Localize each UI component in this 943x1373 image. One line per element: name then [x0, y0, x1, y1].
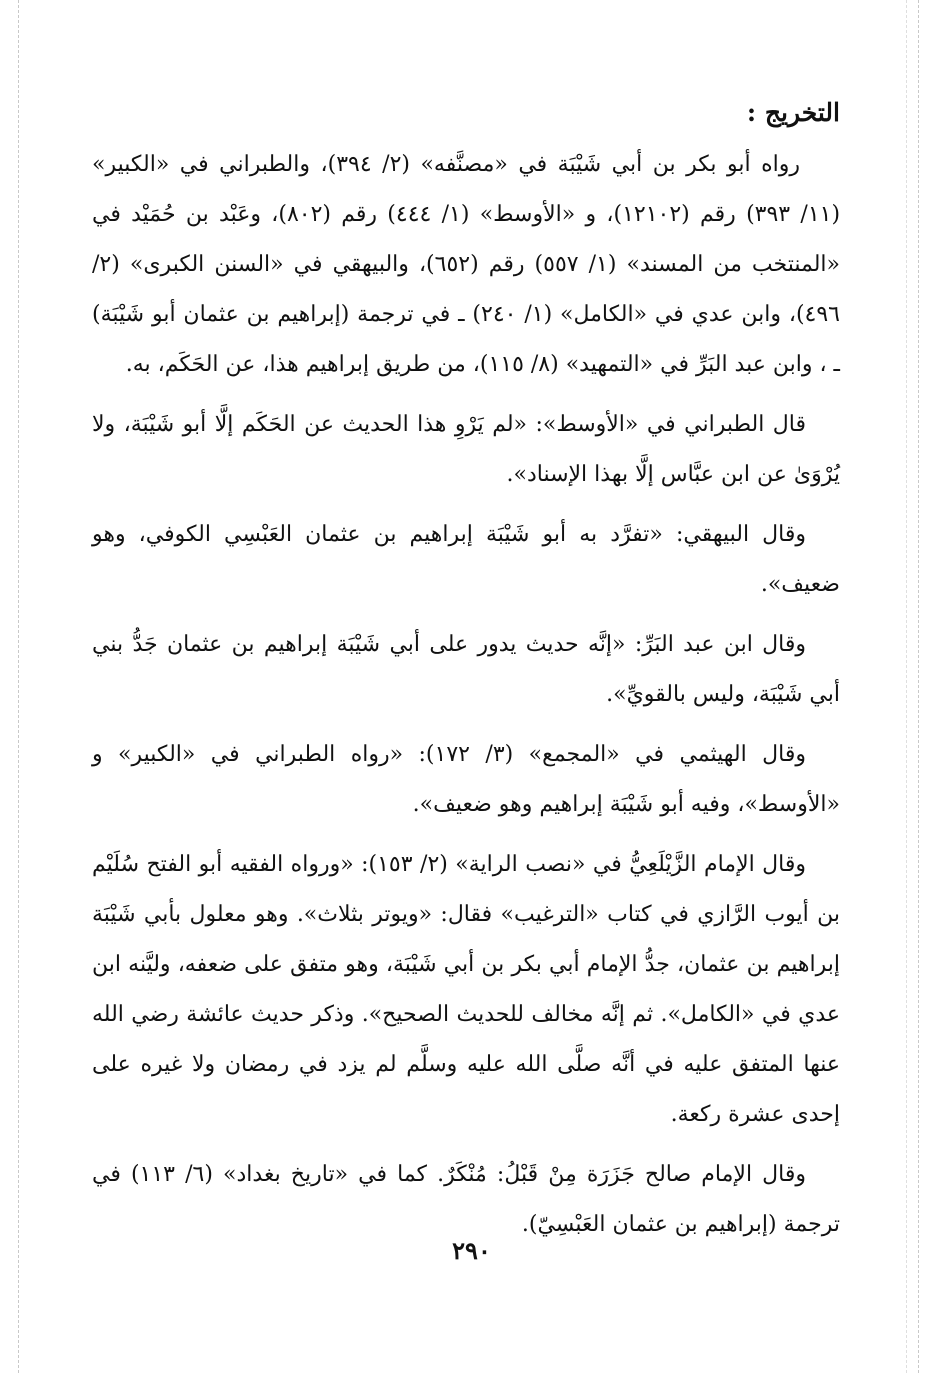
paragraph-bayhaqi: وقال البيهقي: «تفرَّد به أبو شَيْبَة إبراهيم بن عثمان العَبْسِي الكوفي، وهو ضعيف». — [92, 522, 840, 597]
paragraph-salih-jazara: وقال الإمام صالح جَزَرَة مِنْ قَبْلُ: مُنْكَرٌ. كما في «تاريخ بغداد» (٦/ ١١٣) في ترجمة (إبراهيم بن عثمان العَبْسِيّ). — [92, 1162, 840, 1237]
paragraph-tabarani: قال الطبراني في «الأوسط»: «لم يَرْوِ هذا الحديث عن الحَكَم إلَّا أبو شَيْبَة، ولا يُرْوَىٰ عن ابن عبَّاس إلَّا بهذا الإسناد». — [92, 412, 840, 487]
page-content — [92, 88, 840, 1260]
scan-edge-right — [918, 0, 919, 1373]
paragraph-haythami: وقال الهيثمي في «المجمع» (٣/ ١٧٢): «رواه الطبراني في «الكبير» و «الأوسط»، وفيه أبو شَيْبَة إبراهيم وهو ضعيف». — [92, 742, 840, 817]
paragraph-ibn-abd-al-barr: وقال ابن عبد البَرِّ: «إنَّه حديث يدور على أبي شَيْبَة إبراهيم بن عثمان جَدُّ بني أبي شَيْبَة، وليس بالقويِّ». — [92, 632, 840, 707]
page-number: ٢٩٠ — [452, 1236, 491, 1265]
paragraph-takhrij: رواه أبو بكر بن أبي شَيْبَة في «مصنَّفه» (٢/ ٣٩٤)، والطبراني في «الكبير» (١١/ ٣٩٣) رقم (١٢١٠٢)، و «الأوسط» (١/ ٤٤٤) رقم (٨٠٢)، وعَبْد بن حُمَيْد في «المنتخب من المسند» (١/ ٥٥٧) رقم (٦٥٢)، والبيهقي في «السنن الكبرى» (٢/ ٤٩٦)، وابن عدي في «الكامل» (١/ ٢٤٠) ـ في ترجمة (إبراهيم بن عثمان أبو شَيْبَة) ـ ، وابن عبد البَرِّ في «التمهيد» (٨/ ١١٥)، من طريق إبراهيم هذا، عن الحَكَم، به. — [92, 152, 841, 377]
paragraph-zaylai: وقال الإمام الزَّيْلَعِيُّ في «نصب الراية» (٢/ ١٥٣): «ورواه الفقيه أبو الفتح سُلَيْم بن أيوب الرَّازي في كتاب «الترغيب» فقال: «ويوتر بثلاث». وهو معلول بأبي شَيْبَة إبراهيم بن عثمان، جدُّ الإمام أبي بكر بن أبي شَيْبَة، وهو متفق على ضعفه، وليَّنه ابن عدي في «الكامل». ثم إنَّه مخالف للحديث الصحيح». وذكر حديث عائشة رضي الله عنها المتفق عليه في أنَّه صلَّى الله عليه وسلَّم لم يزد في رمضان ولا غيره على إحدى عشرة ركعة. — [92, 852, 840, 1127]
scan-edge-right-inner — [906, 0, 907, 1373]
section-heading: التخريج : — [746, 98, 840, 127]
scan-edge-left — [18, 0, 19, 1373]
